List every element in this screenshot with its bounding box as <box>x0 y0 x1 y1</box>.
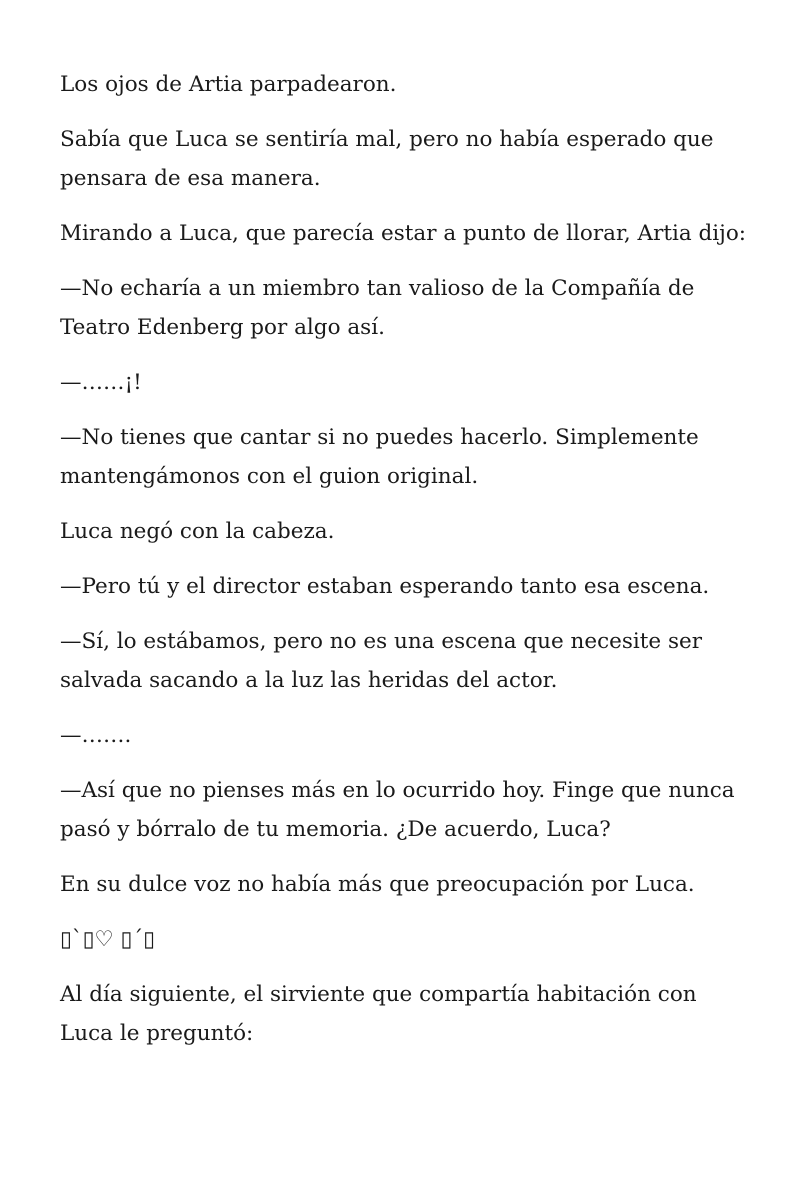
paragraph: —Pero tú y el director estaban esperando tanto esa escena. <box>60 574 710 599</box>
paragraph: —Sí, lo estábamos, pero no es una escena que necesite ser salvada sacando a la luz las heridas del actor. <box>60 629 703 693</box>
scene-break-divider: ▯`▯♡ ▯´▯ <box>60 927 155 952</box>
paragraph: —No tienes que cantar si no puedes hacerlo. Simplemente mantengámonos con el guion original. <box>60 425 699 489</box>
paragraph: Al día siguiente, el sirviente que compartía habitación con Luca le preguntó: <box>60 982 697 1046</box>
reader-page <box>60 65 750 1069</box>
paragraph: Mirando a Luca, que parecía estar a punto de llorar, Artia dijo: <box>60 221 747 246</box>
paragraph: —Así que no pienses más en lo ocurrido hoy. Finge que nunca pasó y bórralo de tu memoria. ¿De acuerdo, Luca? <box>60 778 735 842</box>
paragraph: —……. <box>60 723 132 748</box>
paragraph: Los ojos de Artia parpadearon. <box>60 72 397 97</box>
paragraph: En su dulce voz no había más que preocupación por Luca. <box>60 872 695 897</box>
paragraph: Sabía que Luca se sentiría mal, pero no había esperado que pensara de esa manera. <box>60 127 714 191</box>
paragraph: Luca negó con la cabeza. <box>60 519 335 544</box>
paragraph: —……¡! <box>60 370 142 395</box>
paragraph: —No echaría a un miembro tan valioso de la Compañía de Teatro Edenberg por algo así. <box>60 276 695 340</box>
